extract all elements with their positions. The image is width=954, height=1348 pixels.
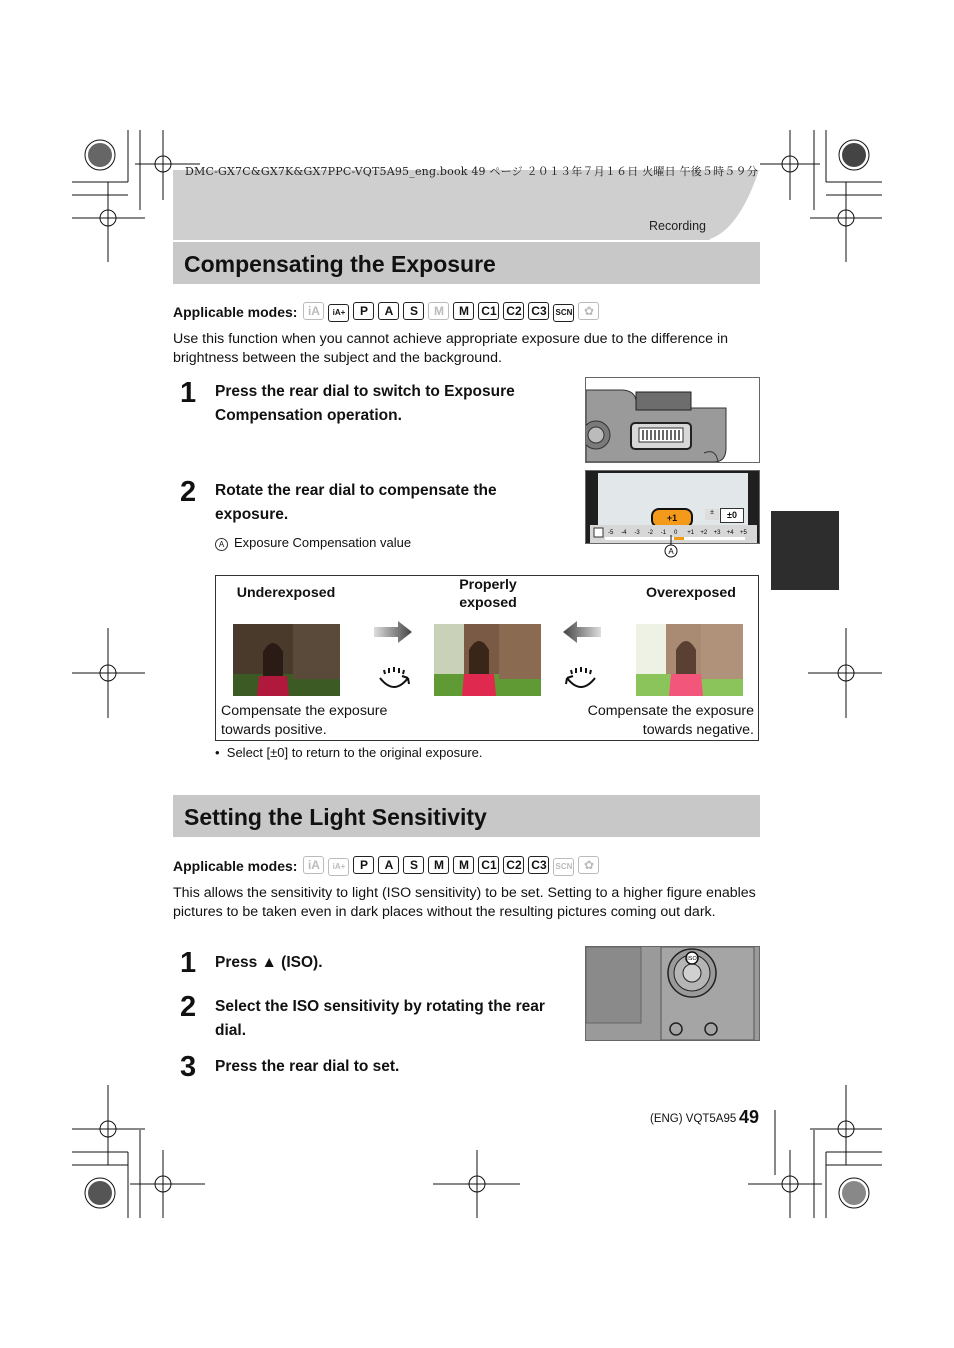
chapter-tab: [771, 511, 839, 590]
modes-label: Applicable modes:: [173, 858, 298, 874]
callout-letter: A: [215, 538, 228, 551]
camera-dial-icon: [586, 378, 759, 462]
footer-code: (ENG) VQT5A95: [650, 1113, 737, 1125]
step-number: 1: [180, 947, 197, 979]
overexposed-photo: [636, 624, 743, 696]
mode-icon: P: [353, 856, 374, 874]
section-title-bar: [173, 795, 760, 837]
callout-marker-letter: A: [668, 547, 674, 556]
arrow-right-icon: [374, 621, 414, 643]
exposure-value-badge: +1: [651, 508, 693, 528]
mode-icon: S: [403, 856, 424, 874]
exposure-screen: [585, 470, 760, 544]
mode-icons: [303, 856, 603, 876]
ev-icon: ±: [705, 509, 719, 520]
mode-icon: C1: [478, 302, 499, 320]
mode-icon: A: [378, 302, 399, 320]
scale-tick-label: +3: [713, 530, 721, 536]
scale-tick-label: -4: [621, 530, 627, 536]
proper-label: Properly exposed: [459, 577, 517, 611]
reset-note-text: Select [±0] to return to the original exposure.: [226, 745, 483, 760]
step-text: Select the ISO sensitivity by rotating the rear dial.: [215, 998, 545, 1039]
mode-icon: ✿: [578, 302, 599, 320]
step-number: 2: [180, 476, 197, 508]
rear-dial-illustration: [585, 377, 760, 463]
step-text: Rotate the rear dial to compensate the exposure.: [215, 482, 497, 523]
reset-note: [215, 745, 483, 760]
scale-tick-label: -2: [647, 530, 653, 536]
camera-back-icon: [586, 947, 759, 1040]
mode-icon: S: [403, 302, 424, 320]
mode-icon: SCN: [553, 304, 574, 322]
iso-button-illustration: [585, 946, 760, 1041]
mode-icon: M: [428, 856, 449, 874]
step-text: Press the rear dial to set.: [215, 1058, 400, 1075]
intro-paragraph: Use this function when you cannot achieve appropriate exposure due to the difference in brightness between the subject and the background.: [173, 331, 728, 366]
mode-icon: C3: [528, 302, 549, 320]
exposure-comparison: [215, 575, 759, 741]
step-number: 2: [180, 991, 197, 1023]
mode-icon: M: [453, 302, 474, 320]
mode-icon: iA: [303, 302, 324, 320]
callout-caption: [215, 535, 411, 551]
mode-icon: C2: [503, 302, 524, 320]
mode-icon: iA: [303, 856, 324, 874]
mode-icon: C2: [503, 856, 524, 874]
negative-note: Compensate the exposure towards negative.: [587, 703, 754, 738]
bullet: •: [215, 745, 227, 760]
proper-photo: [434, 624, 541, 696]
scale-tick-label: 0: [674, 530, 678, 536]
step-number: 1: [180, 377, 197, 409]
intro-paragraph: This allows the sensitivity to light (ISO sensitivity) to be set. Setting to a higher figure enables pictures to be taken even in dark places without the resulting pictures coming out dark.: [173, 885, 756, 920]
scale-tick-label: -5: [608, 530, 614, 536]
step-text: Press the rear dial to switch to Exposure Compensation operation.: [215, 383, 515, 424]
applicable-modes: [173, 302, 603, 322]
scale-tick-label: +5: [740, 530, 747, 536]
applicable-modes: [173, 856, 603, 876]
section-label: Recording: [649, 219, 706, 233]
mode-icon: ✿: [578, 856, 599, 874]
mode-icon: C3: [528, 856, 549, 874]
scale-tick-label: +4: [726, 530, 734, 536]
mode-icon: C1: [478, 856, 499, 874]
step-number: 3: [180, 1051, 197, 1083]
scale-tick-label: -1: [660, 530, 667, 536]
section-title-bar: [173, 242, 760, 284]
mode-icon: A: [378, 856, 399, 874]
over-label: Overexposed: [646, 585, 736, 601]
positive-note: Compensate the exposure towards positive.: [221, 703, 388, 738]
step-text: Press ▲ (ISO).: [215, 954, 323, 971]
under-label: Underexposed: [236, 585, 336, 601]
zero-badge: ±0: [720, 508, 744, 523]
iso-label: ISO: [687, 956, 697, 962]
arrow-left-icon: [561, 621, 601, 643]
print-info: DMC-GX7C&GX7K&GX7PPC-VQT5A95_eng.book 49 ページ ２０１３年７月１６日 火曜日 午後５時５９分: [185, 165, 758, 178]
mode-icon: iA+: [328, 304, 349, 322]
rotate-counterclockwise-icon: [563, 666, 599, 696]
underexposed-photo: [233, 624, 340, 696]
scale-tick-label: -3: [634, 530, 640, 536]
mode-icon: M: [428, 302, 449, 320]
banner-corner: [700, 170, 760, 240]
section-title: Setting the Light Sensitivity: [184, 804, 487, 830]
mode-icon: iA+: [328, 858, 349, 876]
scale-tick-label: +1: [687, 530, 695, 536]
callout-marker: [664, 535, 678, 559]
mode-icon: P: [353, 302, 374, 320]
modes-label: Applicable modes:: [173, 304, 298, 320]
mode-icons: [303, 302, 603, 322]
mode-icon: M: [453, 856, 474, 874]
mode-icon: SCN: [553, 858, 574, 876]
scale-tick-label: +2: [700, 530, 708, 536]
callout-text: Exposure Compensation value: [234, 535, 412, 550]
page-number: 49: [739, 1107, 760, 1127]
rotate-clockwise-icon: [376, 666, 412, 696]
section-title: Compensating the Exposure: [184, 251, 496, 277]
